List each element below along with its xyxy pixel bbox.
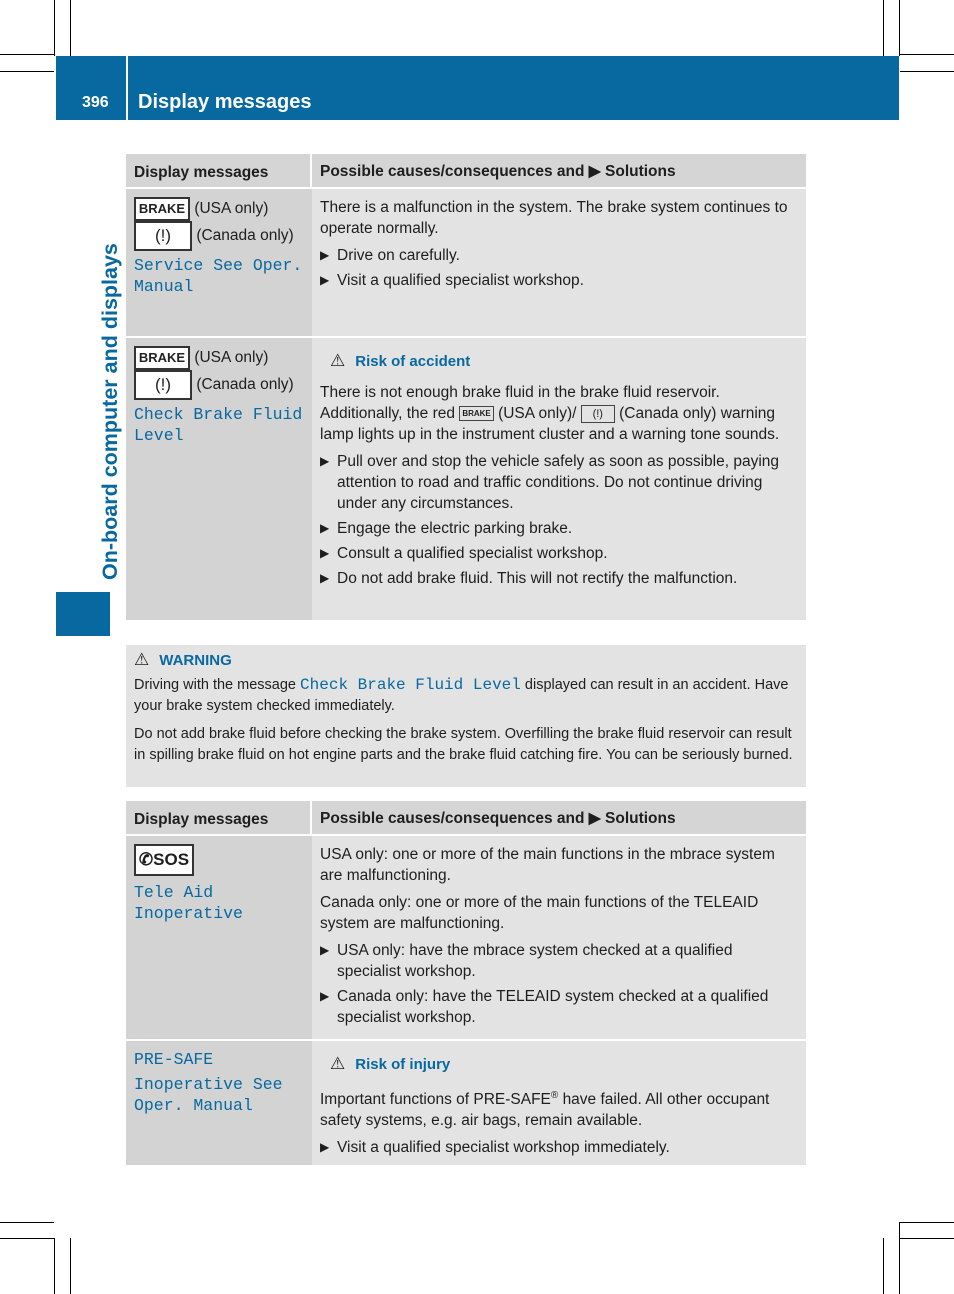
usa-only-label: (USA only) xyxy=(194,349,269,367)
crop-mark xyxy=(54,0,55,56)
bullet-arrow-icon: ▶ xyxy=(320,546,330,560)
warning-paragraph: Driving with the message Check Brake Fluid Level displayed can result in an accident. Have your brake system checked immediately. xyxy=(134,675,789,714)
bullet-arrow-icon: ▶ xyxy=(320,1140,330,1155)
header-causes-solutions: Possible causes/consequences and ▶ Solutions xyxy=(312,154,806,189)
header-causes-solutions: Possible causes/consequences and ▶ Solutions xyxy=(312,801,806,836)
display-message: Tele Aid Inoperative xyxy=(134,883,243,923)
header-divider xyxy=(126,56,128,120)
description: Canada only: one or more of the main functions of the TELEAID system are malfunctioning. xyxy=(320,894,759,932)
header-display-messages: Display messages xyxy=(126,801,312,836)
warning-paragraph: Do not add brake fluid before checking the brake system. Overfilling the brake fluid reservoir can result in spilling brake fluid on hot engine parts and the brake fluid catching fire. You can be seriously burned. xyxy=(134,725,793,763)
table-header xyxy=(126,154,806,189)
side-tab xyxy=(56,592,110,636)
list-item: ▶ Do not add brake fluid. This will not rectify the malfunction. xyxy=(320,570,738,587)
table-row xyxy=(126,338,806,620)
list-item: ▶ Visit a qualified specialist workshop. xyxy=(320,272,584,289)
description: USA only: one or more of the main functions in the mbrace system are malfunctioning. xyxy=(320,846,775,884)
brake-circle-icon: (!) xyxy=(134,370,192,400)
crop-mark xyxy=(70,0,71,56)
table-row xyxy=(126,1041,806,1165)
canada-only-label: (Canada only) xyxy=(196,227,294,245)
crop-mark xyxy=(54,1238,55,1294)
crop-mark xyxy=(900,1222,954,1223)
crop-mark xyxy=(70,1238,71,1294)
warning-triangle-icon: ⚠ xyxy=(134,650,150,669)
bullet-arrow-icon: ▶ xyxy=(320,273,330,287)
bullet-arrow-icon: ▶ xyxy=(320,571,330,585)
display-message: Check Brake Fluid Level xyxy=(134,405,303,446)
list-item: ▶ Canada only: have the TELEAID system checked at a qualified specialist workshop. xyxy=(320,988,769,1026)
header-display-messages: Display messages xyxy=(126,154,312,189)
warning-title: ⚠ WARNING xyxy=(134,650,232,669)
list-item: ▶ Consult a qualified specialist workshop. xyxy=(320,545,608,562)
usa-only-label: (USA only) xyxy=(194,200,269,218)
side-title: On-board computer and displays xyxy=(98,243,122,580)
crop-mark xyxy=(0,71,54,72)
table-header xyxy=(126,801,806,836)
display-messages-table-1 xyxy=(126,154,806,620)
crop-mark xyxy=(883,1238,884,1294)
description: Important functions of PRE-SAFE® have failed. All other occupant safety systems, e.g. air bags, remain available. xyxy=(320,1090,770,1130)
list-item: ▶ Engage the electric parking brake. xyxy=(320,520,573,537)
list-item: ▶ USA only: have the mbrace system checked at a qualified specialist workshop. xyxy=(320,942,733,980)
warning-box xyxy=(126,645,806,787)
display-message: PRE-SAFE xyxy=(134,1050,214,1069)
warning-triangle-icon: ⚠ xyxy=(330,1054,346,1073)
page-header xyxy=(56,56,899,120)
risk-warning: ⚠ Risk of injury xyxy=(330,1054,451,1073)
brake-warning-icon: BRAKE xyxy=(134,197,190,221)
section-title: Display messages xyxy=(138,91,312,113)
bullet-arrow-icon: ▶ xyxy=(320,989,330,1003)
crop-mark xyxy=(0,1238,54,1239)
brake-warning-icon: BRAKE xyxy=(134,346,190,370)
bullet-arrow-icon: ▶ xyxy=(320,248,330,262)
warning-triangle-icon: ⚠ xyxy=(330,351,346,370)
list-item: ▶ Drive on carefully. xyxy=(320,247,460,264)
bullet-arrow-icon: ▶ xyxy=(320,521,330,535)
page-number: 396 xyxy=(82,94,109,111)
crop-mark xyxy=(0,54,54,55)
list-item: ▶ Visit a qualified specialist workshop immediately. xyxy=(320,1139,670,1157)
display-message: Service See Oper. Manual xyxy=(134,256,303,297)
description: There is not enough brake fluid in the brake fluid reservoir. Additionally, the red BRAKE (USA only)/ (!) (Canada only) warning lamp lights up in the instrument cluster and a warning tone sounds. xyxy=(320,384,780,443)
risk-warning: ⚠ Risk of accident xyxy=(330,351,471,370)
table-row xyxy=(126,836,806,1041)
brake-warning-icon: BRAKE xyxy=(459,406,493,421)
crop-mark xyxy=(900,54,954,55)
crop-mark xyxy=(900,1238,954,1239)
canada-only-label: (Canada only) xyxy=(196,376,294,394)
brake-circle-icon: (!) xyxy=(134,221,192,251)
crop-mark xyxy=(899,0,900,56)
bullet-arrow-icon: ▶ xyxy=(320,454,330,468)
brake-circle-icon: (!) xyxy=(581,405,615,423)
crop-mark xyxy=(0,1222,54,1223)
list-item: ▶ Pull over and stop the vehicle safely as soon as possible, paying attention to road and traffic conditions. Do not continue driving under any circumstances. xyxy=(320,453,780,512)
sos-phone-icon: ✆SOS xyxy=(134,844,194,876)
crop-mark xyxy=(883,0,884,56)
crop-mark xyxy=(900,71,954,72)
bullet-arrow-icon: ▶ xyxy=(320,943,330,957)
table-row xyxy=(126,189,806,338)
description: There is a malfunction in the system. The brake system continues to operate normally. xyxy=(320,199,788,237)
display-messages-table-2 xyxy=(126,801,806,1165)
crop-mark xyxy=(899,1222,900,1294)
display-message: Inoperative See Oper. Manual xyxy=(134,1075,283,1115)
